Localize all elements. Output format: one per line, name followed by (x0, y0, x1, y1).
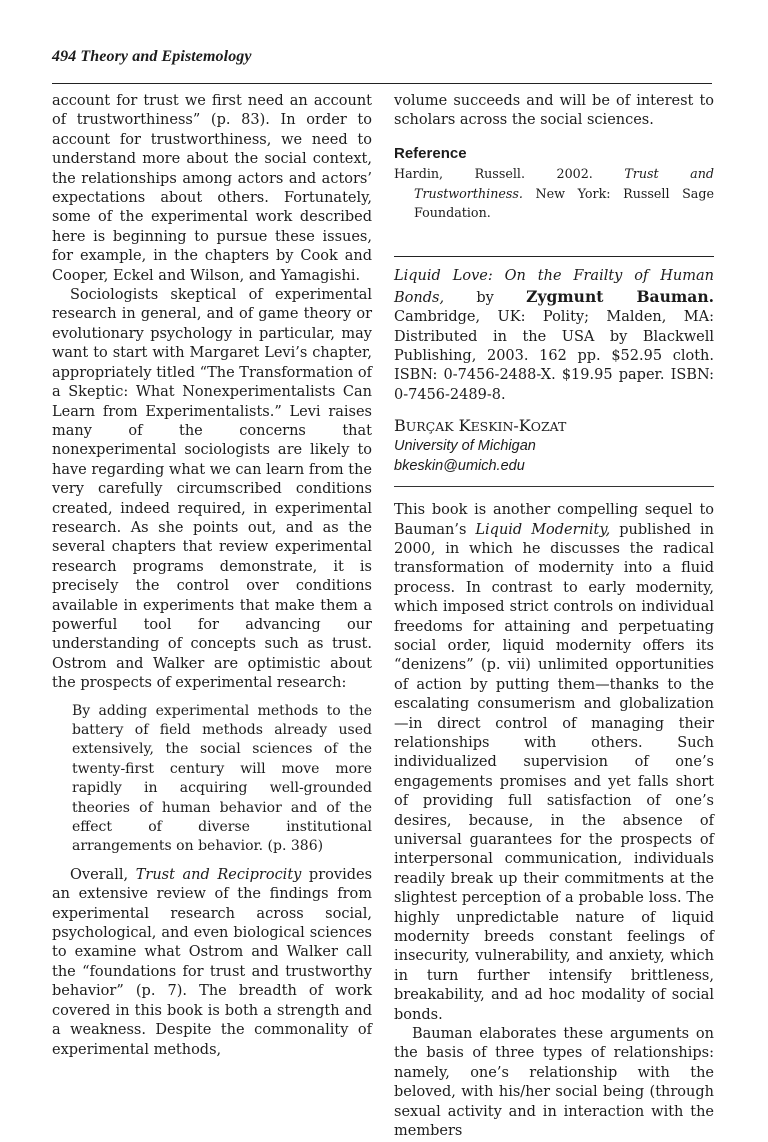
block-quote (72, 702, 372, 857)
reviewer-email: bkeskin@umich.edu (394, 457, 525, 474)
book-citation (394, 267, 714, 405)
reviewer-name: BURÇAK KESKIN-KOZAT (394, 416, 567, 436)
right-paragraph-2-pre: This book is another compelling sequel to Bauman’s (394, 502, 714, 538)
book-title-liquid-modernity: Liquid Modernity, (475, 521, 611, 538)
right-paragraph-2-post: published in 2000, in which he discusses the radical transformation of modernity into a fluid process. In contrast to early modernity, which imposed strict controls on individual freedoms for attaining and perpetuating social order, liquid modernity offers its “denizens” (p. vii) unlimited opportunities of action by putting them—thanks to the escalating consumerism and globalization—in direct control of managing their relationships with others. Such individualized supervision of one’s engagements promises and yet falls short of providing full satisfaction of one’s desires, because, in the absence of universal guarantees for the prospects of interpersonal communication, individuals readily break up their commitments at the slightest perception of a probable loss. The highly unpredictable nature of liquid modernity breeds constant feelings of insecurity, vulnerability, and anxiety, which in turn further intensify brittleness, breakability, and ad hoc modality of social bonds. (394, 521, 715, 1023)
header-rule (52, 83, 712, 84)
right-paragraph-2 (394, 501, 714, 1025)
left-paragraph-3-post: provides an extensive review of the findings from experimental research across social, psychological, and even biological sciences to examine what Ostrom and Walker call the “foundations for trust and trustworthy behavior” (p. 7). The breadth of work covered in this book is both a strength and a weakness. Despite the commonality of experimental methods, (52, 866, 373, 1058)
reference-author-year: Hardin, Russell. 2002. (394, 166, 625, 182)
running-title: Theory and Epistemology (80, 48, 252, 65)
reference-title: Trust and Trustworthiness. (414, 166, 714, 201)
reference-entry (394, 164, 714, 222)
right-paragraph-1: volume succeeds and will be of interest to scholars across the social sciences. (394, 93, 714, 129)
block-quote-text: By adding experimental methods to the battery of field methods already used extensively, the social sciences of the twenty-first century will move more rapidly in acquiring well-grounded theories of human behavior and of the effect of diverse institutional arrangements on behavior. (p. 386) (72, 702, 372, 855)
reviewer-affiliation: University of Michigan (394, 438, 536, 455)
left-column (52, 92, 372, 1060)
review-divider (394, 486, 714, 487)
section-divider (394, 256, 714, 257)
book-author: Zygmunt Bauman. (526, 286, 714, 306)
page-number: 494 (52, 48, 77, 65)
book-by: by (444, 289, 527, 306)
book-title-trust-and-reciprocity: Trust and Reciprocity (135, 866, 302, 883)
left-paragraph-1: account for trust we first need an account of trustworthiness” (p. 83). In order to account for trustworthiness, we need to understand more about the social context, the relationships among actors and actors’ expectations about others. Fortunately, some of the experimental work described here is beginning to pursue these issues, for example, in the chapters by Cook and Cooper, Eckel and Wilson, and Yamagishi. (52, 93, 372, 284)
running-header (52, 48, 252, 66)
right-paragraph-3: Bauman elaborates these arguments on the basis of three types of relationships: namely, one’s relationship with the beloved, with his/her social being (through sexual activity and in interaction with the members (394, 1026, 714, 1140)
left-paragraph-3 (52, 866, 372, 1060)
book-title: Liquid Love: On the Frailty of Human Bonds, (394, 268, 714, 306)
left-paragraph-2: Sociologists skeptical of experimental research in general, and of game theory or evolutionary psychology in particular, may want to start with Margaret Levi’s chapter, appropriately titled “The Transformation of a Skeptic: What Nonexperimentalists Can Learn from Experimentalists.” Levi raises many of the concerns that nonexperimental sociologists are likely to have regarding what we can learn from the very carefully circumscribed conditions created, indeed required, in experimental research. As she points out, and as the several chapters that review experimental research programs demonstrate, it is precisely the control over conditions available in experiments that make them a powerful tool for advancing our understanding of concepts such as trust. Ostrom and Walker are optimistic about the prospects of experimental research: (52, 287, 372, 692)
reference-publisher: New York: Russell Sage Foundation. (414, 185, 714, 221)
right-column (394, 92, 714, 1142)
left-paragraph-3-pre: Overall, (70, 866, 136, 883)
reference-heading: Reference (394, 144, 467, 162)
book-details: Cambridge, UK: Polity; Malden, MA: Distributed in the USA by Blackwell Publishing, 2003. 162 pp. $52.95 cloth. ISBN: 0-7456-2488-X. $19.95 paper. ISBN: 0-7456-2489-8. (394, 309, 714, 403)
